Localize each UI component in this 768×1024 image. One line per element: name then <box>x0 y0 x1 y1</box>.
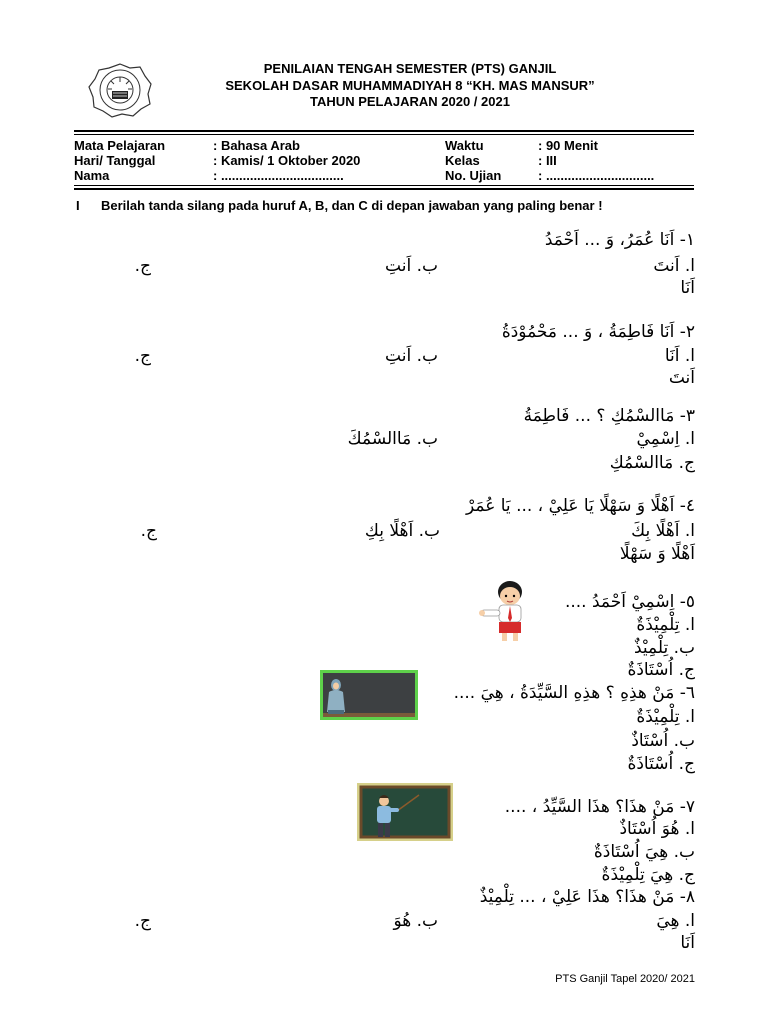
q1-option-a[interactable]: ا. اَنتَ <box>653 256 695 276</box>
q3-option-c[interactable]: ج. مَاالسْمُكِ <box>609 453 695 473</box>
q4-option-c[interactable]: ج. <box>140 521 157 541</box>
q2-option-a[interactable]: ا. اَنَا <box>664 346 695 366</box>
q6-option-b[interactable]: ب. اُسْتَاذٌ <box>631 731 695 751</box>
header-line-1: PENILAIAN TENGAH SEMESTER (PTS) GANJIL <box>263 61 557 76</box>
q5-option-c[interactable]: ج. اُسْتَاذَةٌ <box>627 660 695 680</box>
class-value: : III <box>538 153 557 168</box>
question-4: ٤- اَهْلًا وَ سَهْلًا يَا عَلِيْ ، ... يَا عُمَرْ <box>466 496 695 516</box>
question-7: ٧- مَنْ هذَا؟ هذَا السَّيِّدُ ، .... <box>504 797 695 817</box>
female-teacher-illustration <box>320 670 418 720</box>
question-1: ١- اَنَا عُمَرُ، وَ ... اَحْمَدُ <box>544 230 695 250</box>
name-label: Nama <box>74 168 110 183</box>
name-value: : .................................. <box>213 168 344 183</box>
question-6: ٦- مَنْ هذِهِ ؟ هذِهِ السَّيِّدَةُ ، هِيَ .... <box>453 683 695 703</box>
footer-text: PTS Ganjil Tapel 2020/ 2021 <box>555 973 695 985</box>
subject-value: : Bahasa Arab <box>213 138 300 153</box>
section-number: I <box>76 198 80 213</box>
question-3: ٣- مَاالسْمُكِ ؟ ... فَاطِمَةُ <box>523 406 695 426</box>
q1-option-b[interactable]: ب. اَنتِ <box>385 256 438 276</box>
q2-option-b[interactable]: ب. اَنتِ <box>385 346 438 366</box>
school-logo <box>87 62 153 118</box>
q6-option-a[interactable]: ا. تِلْمِيْذَةٌ <box>636 707 695 727</box>
time-label: Waktu <box>445 138 484 153</box>
header-divider-bottom <box>74 185 694 186</box>
header-divider-top <box>74 130 694 132</box>
exam-number-label: No. Ujian <box>445 168 502 183</box>
q6-option-c[interactable]: ج. اُسْتَاذَةٌ <box>627 754 695 774</box>
q8-option-c[interactable]: ج. <box>134 911 151 931</box>
q4-option-a[interactable]: ا. اَهْلًا بِكَ <box>631 521 695 541</box>
q1-option-c-text: اَنَا <box>680 278 695 298</box>
header-line-2: SEKOLAH DASAR MUHAMMADIYAH 8 “KH. MAS MANSUR” <box>225 78 595 93</box>
q8-option-b[interactable]: ب. هُوَ <box>393 911 438 931</box>
q5-option-a[interactable]: ا. تِلْمِيْذَةٌ <box>636 615 695 635</box>
header-divider-top-thin <box>74 134 694 135</box>
q4-option-c-text: اَهْلًا وَ سَهْلًا <box>619 544 695 564</box>
class-label: Kelas <box>445 153 480 168</box>
q2-option-c-text: اَنتَ <box>668 368 695 388</box>
exam-number-value: : .............................. <box>538 168 655 183</box>
header-divider-bottom-thick <box>74 188 694 190</box>
question-8: ٨- مَنْ هذَا؟ هذَا عَلِيْ ، ... تِلْمِيْذٌ <box>479 887 695 907</box>
day-value: : Kamis/ 1 Oktober 2020 <box>213 153 361 168</box>
subject-label: Mata Pelajaran <box>74 138 166 153</box>
q7-option-a[interactable]: ا. هُوَ اُسْتَاذٌ <box>619 819 695 839</box>
header-line-3: TAHUN PELAJARAN 2020 / 2021 <box>310 94 510 109</box>
q5-option-b[interactable]: ب. تِلْمِيْذٌ <box>633 638 695 658</box>
q3-option-b[interactable]: ب. مَاالسْمُكَ <box>347 429 438 449</box>
q4-option-b[interactable]: ب. اَهْلًا بِكِ <box>364 521 440 541</box>
question-2: ٢- اَنَا فَاطِمَةُ ، وَ ... مَحْمُوْدَةُ <box>501 322 695 342</box>
section-instruction: Berilah tanda silang pada huruf A, B, dan C di depan jawaban yang paling benar ! <box>101 198 603 213</box>
q1-option-c[interactable]: ج. <box>134 256 151 276</box>
day-label: Hari/ Tanggal <box>74 153 156 168</box>
question-5: ٥- اِسْمِيْ اَحْمَدُ .... <box>564 592 695 612</box>
time-value: : 90 Menit <box>538 138 598 153</box>
q8-option-a[interactable]: ا. هِيَ <box>656 911 695 931</box>
q7-option-b[interactable]: ب. هِيَ اُسْتَاذَةٌ <box>593 842 695 862</box>
student-boy-illustration <box>478 578 534 644</box>
q2-option-c[interactable]: ج. <box>134 346 151 366</box>
q7-option-c[interactable]: ج. هِيَ تِلْمِيْذَةٌ <box>601 865 695 885</box>
male-teacher-illustration <box>357 783 453 841</box>
q8-option-c-text: اَنَا <box>680 933 695 953</box>
q3-option-a[interactable]: ا. اِسْمِيْ <box>636 429 695 449</box>
